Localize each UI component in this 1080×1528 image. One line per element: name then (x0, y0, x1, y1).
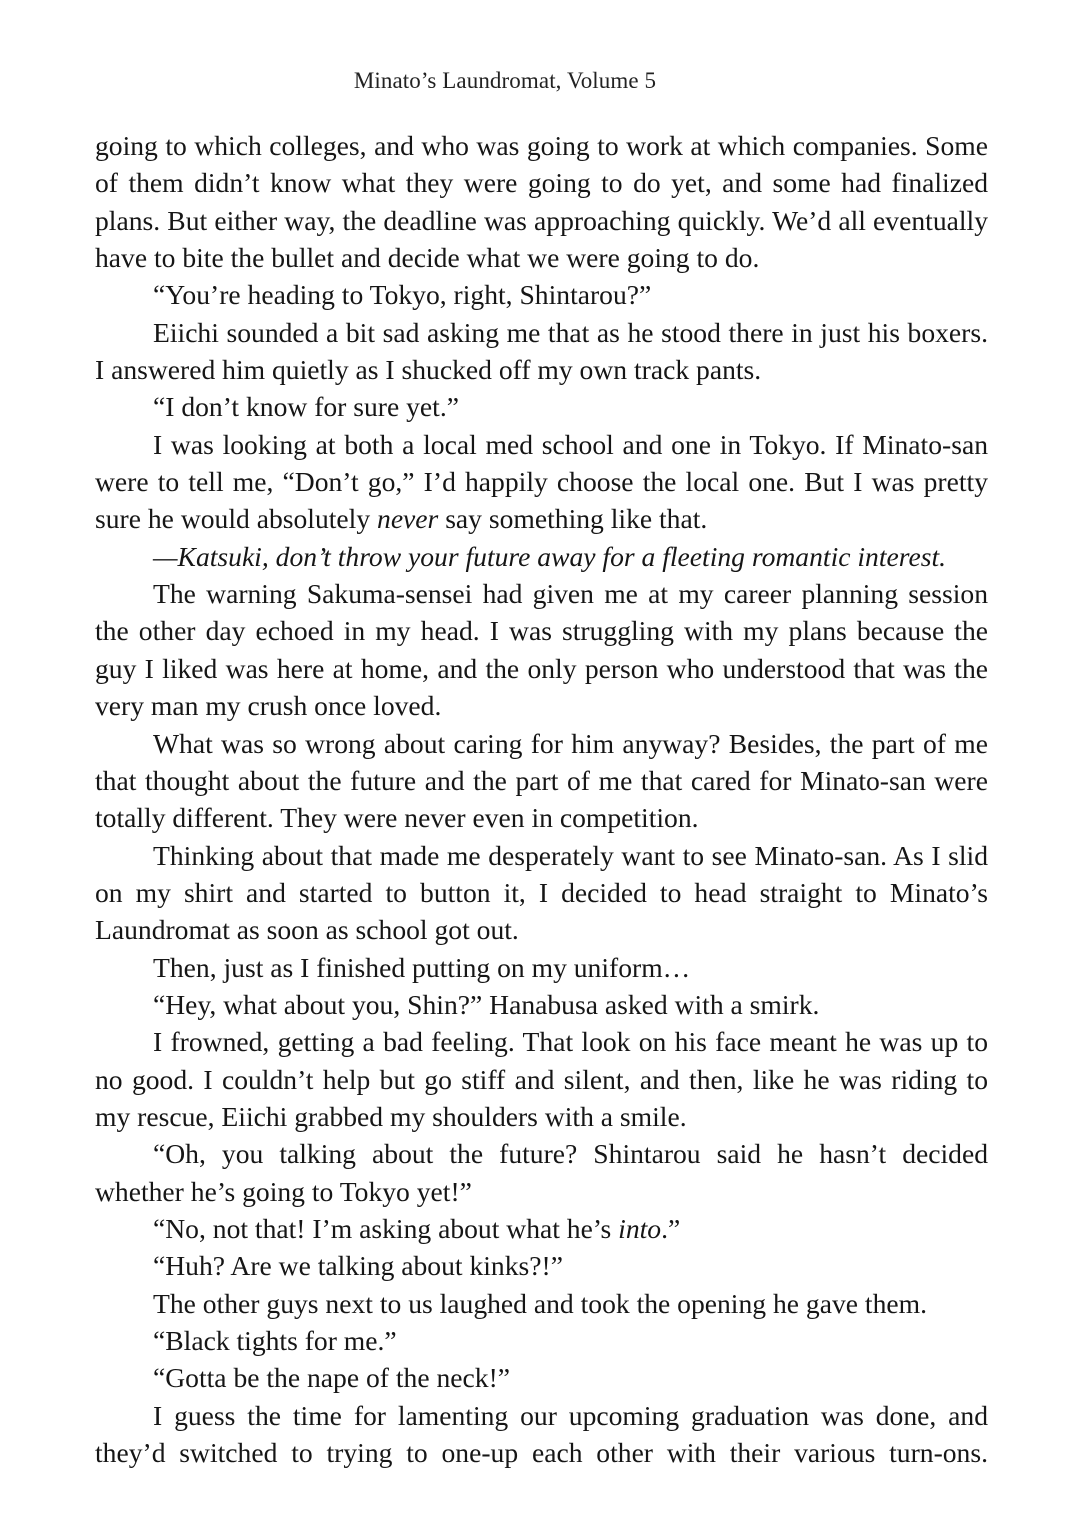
text-run: The other guys next to us laughed and took the opening he gave them. (153, 1287, 927, 1319)
text-run: I frowned, getting a bad feeling. That look on his face meant he was up to no good. I couldn’t help but go stiff and silent, and then, like he was riding to my rescue, Eiichi grabbed my shoulders with a smile. (95, 1026, 988, 1132)
paragraph (95, 986, 988, 1023)
paragraph (95, 1210, 988, 1247)
text-run: .” (661, 1212, 681, 1244)
paragraph (95, 1285, 988, 1322)
paragraph (95, 1322, 988, 1359)
running-header: Minato’s Laundromat, Volume 5 (353, 68, 657, 93)
text-run: “Huh? Are we talking about kinks?!” (153, 1250, 563, 1282)
text-run: Eiichi sounded a bit sad asking me that as he stood there in just his boxers. I answered him quietly as I shucked off my own track pants. (95, 316, 988, 386)
text-run: I was looking at both a local med school and one in Tokyo. If Minato-san were to tell me, “Don’t go,” I’d happily choose the local one. But I was pretty sure he would absolutely (95, 428, 988, 535)
text-run: say something like that. (438, 503, 708, 535)
paragraph (95, 1359, 988, 1396)
paragraph (95, 1397, 988, 1472)
text-run: Then, just as I finished putting on my uniform… (153, 951, 691, 983)
paragraph (95, 1247, 988, 1284)
italic-text: never (377, 503, 439, 535)
paragraph (95, 426, 988, 538)
text-run: “Oh, you talking about the future? Shintarou said he hasn’t decided whether he’s going to Tokyo yet!” (95, 1138, 988, 1207)
text-run: “Black tights for me.” (153, 1325, 397, 1356)
paragraph (95, 1135, 988, 1210)
text-run: “I don’t know for sure yet.” (153, 391, 459, 423)
paragraph (95, 949, 988, 986)
text-run: The warning Sakuma-sensei had given me at my career planning session the other day echoed in my head. I was struggling with my plans because the guy I liked was here at home, and the only person who understood that was the very man my crush once loved. (95, 578, 988, 722)
text-run: I guess the time for lamenting our upcoming graduation was done, and they’d switched to trying to one-up each other with their various turn-ons. (95, 1399, 988, 1469)
paragraph (95, 276, 988, 313)
text-run: “No, not that! I’m asking about what he’s (153, 1212, 619, 1244)
text-run: going to which colleges, and who was going to work at which companies. Some of them didn’t know what they were going to do yet, and some had finalized plans. But either way, the deadline was approaching quickly. We’d all eventually have to bite the bullet and decide what we were going to do. (95, 130, 988, 274)
text-run: “You’re heading to Tokyo, right, Shintarou?” (153, 279, 652, 311)
text-run: “Hey, what about you, Shin?” Hanabusa asked with a smirk. (153, 988, 820, 1020)
paragraph (95, 725, 988, 837)
italic-text: —Katsuki, don’t throw your future away for a fleeting romantic interest. (153, 540, 947, 572)
italic-text: into (618, 1212, 662, 1244)
text-run: What was so wrong about caring for him anyway? Besides, the part of me that thought about the future and the part of me that cared for Minato-san were totally different. They were never even in competition. (95, 727, 988, 834)
paragraph (95, 388, 988, 425)
paragraph (95, 1023, 988, 1135)
paragraph (95, 538, 988, 575)
paragraph (95, 837, 988, 949)
text-run: “Gotta be the nape of the neck!” (153, 1362, 511, 1394)
text-run: Thinking about that made me desperately want to see Minato-san. As I slid on my shirt and started to button it, I decided to head straight to Minato’s Laundromat as soon as school got out. (95, 839, 988, 946)
body-text (95, 127, 988, 1471)
paragraph (95, 127, 988, 276)
paragraph (95, 575, 988, 724)
paragraph (95, 314, 988, 389)
